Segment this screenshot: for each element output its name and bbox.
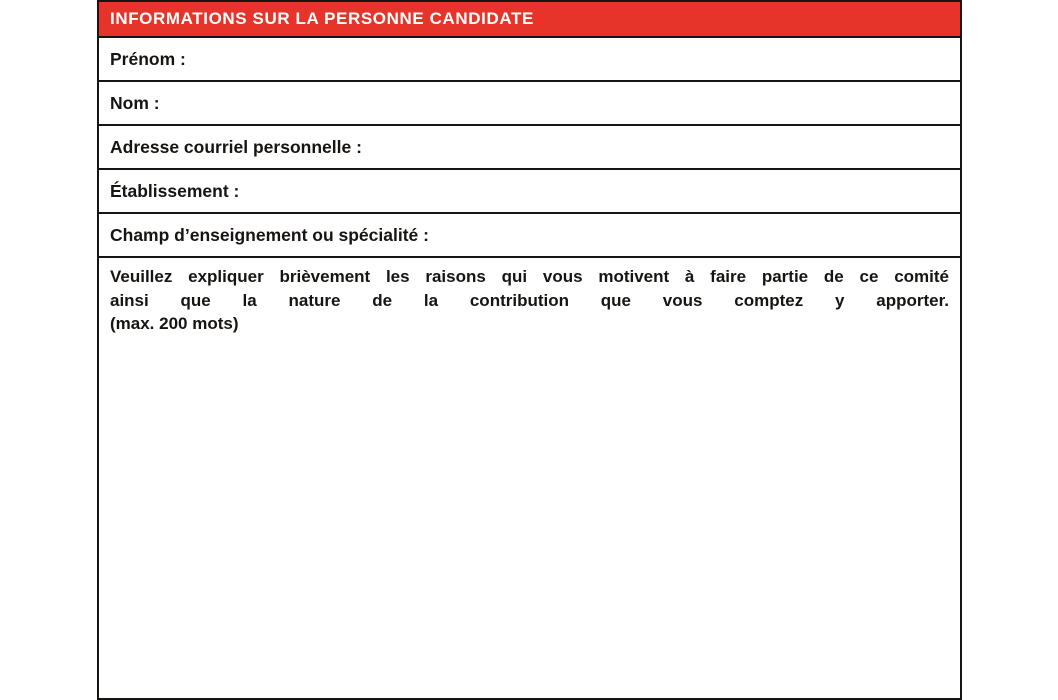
field-row-champ-enseignement: [99, 214, 960, 258]
field-label-nom: Nom :: [110, 92, 160, 113]
field-label-etablissement: Établissement :: [110, 180, 240, 201]
field-label-champ-enseignement: Champ d’enseignement ou spécialité :: [110, 224, 429, 245]
motivation-prompt-line-1: Veuillez expliquer brièvement les raisons qui vous motivent à faire partie de ce comité: [110, 267, 949, 286]
motivation-input-area[interactable]: [110, 336, 949, 666]
field-label-prenom: Prénom :: [110, 48, 186, 69]
field-row-courriel: [99, 126, 960, 170]
candidate-info-form: [97, 0, 962, 700]
motivation-prompt-line-2: ainsi que la nature de la contribution que vous comptez y apporter.: [110, 290, 949, 310]
field-row-nom: [99, 82, 960, 126]
motivation-section: [99, 258, 960, 666]
field-input-etablissement[interactable]: [239, 170, 949, 212]
field-label-courriel: Adresse courriel personnelle :: [110, 136, 362, 157]
form-section-title: INFORMATIONS SUR LA PERSONNE CANDIDATE: [110, 9, 534, 28]
field-row-etablissement: [99, 170, 960, 214]
motivation-prompt-line-3: (max. 200 mots): [110, 314, 239, 333]
field-row-prenom: [99, 38, 960, 82]
field-input-prenom[interactable]: [186, 38, 949, 80]
field-input-champ-enseignement[interactable]: [429, 214, 949, 256]
motivation-prompt: [110, 265, 949, 336]
field-input-courriel[interactable]: [362, 126, 949, 168]
form-section-header: [99, 2, 960, 38]
field-input-nom[interactable]: [160, 82, 949, 124]
